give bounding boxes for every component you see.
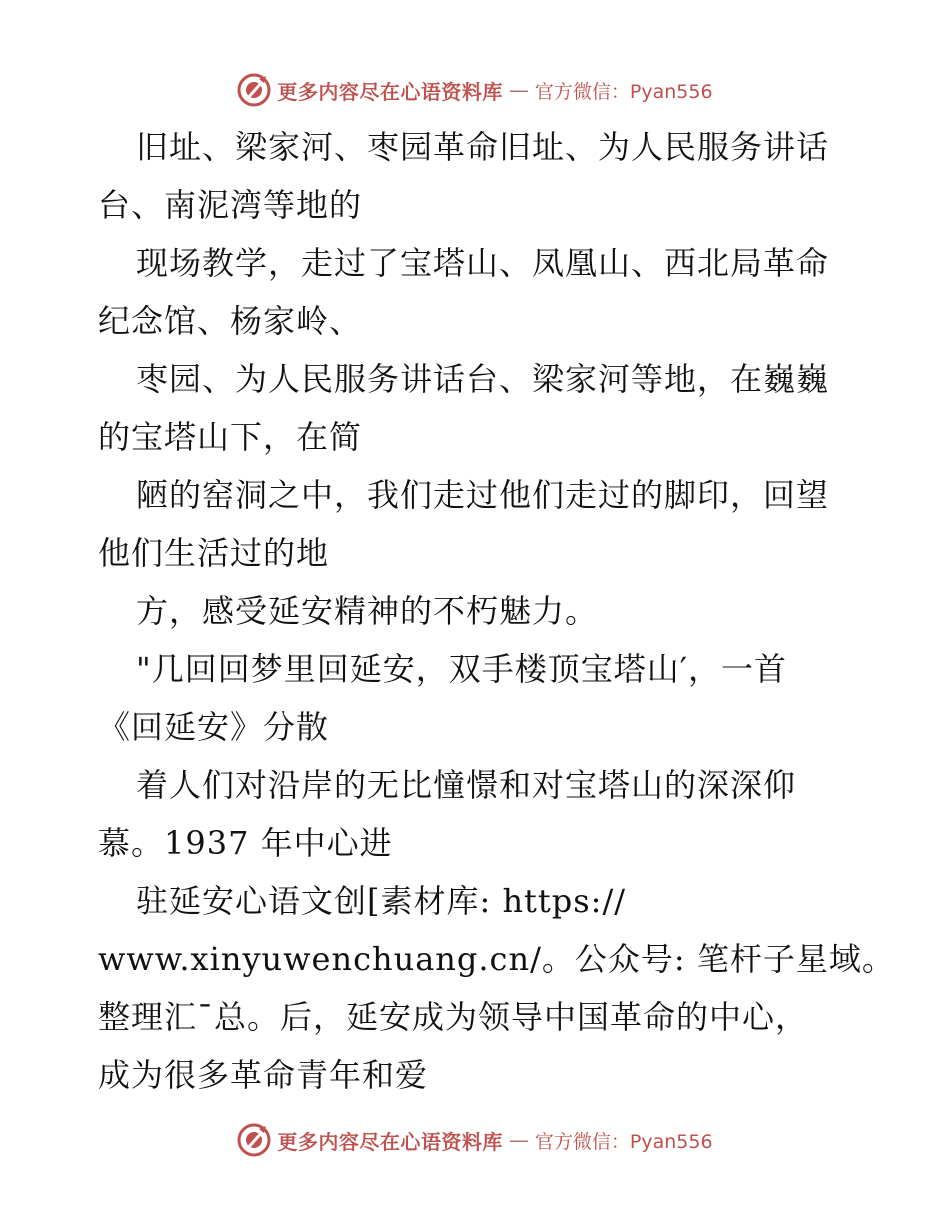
footer-site-name: 更多内容尽在心语资料库 (277, 1129, 503, 1154)
header-site-name: 更多内容尽在心语资料库 (277, 79, 503, 104)
text-line: 驻延安心语文创[素材库: https:// (136, 882, 627, 920)
text-line: 整理汇¯总。后，延安成为领导中国革命的中心， (98, 998, 809, 1036)
text-line: 陋的窑洞之中，我们走过他们走过的脚印，回望 (136, 476, 830, 514)
text-line: 旧址、梁家河、枣园革命旧址、为人民服务讲话 (136, 128, 830, 166)
text-line: 台、南泥湾等地的 (98, 186, 363, 224)
footer-banner (0, 1120, 950, 1160)
text-line: 他们生活过的地 (98, 534, 330, 572)
text-line: www.xinyuwenchuang.cn/。公众号: 笔杆子星域。 (98, 940, 895, 978)
text-line: 方，感受延安精神的不朽魅力。 (136, 592, 599, 630)
text-line: "几回回梦里回延安，双手楼顶宝塔山′，一首 (136, 650, 787, 688)
logo-icon (237, 1123, 271, 1157)
document-body (98, 118, 895, 1104)
text-line: 着人们对沿岸的无比憧憬和对宝塔山的深深仰 (136, 766, 797, 804)
text-line: 纪念馆、杨家岭、 (98, 302, 363, 340)
header-banner (0, 70, 950, 110)
text-line: 的宝塔山下，在简 (98, 418, 363, 456)
text-line: 现场教学，走过了宝塔山、凤凰山、西北局革命 (136, 244, 830, 282)
footer-wechat: 官方微信：Pyan556 (534, 1130, 713, 1153)
footer-separator: — (508, 1128, 529, 1152)
text-line: 成为很多革命青年和爱 (98, 1056, 429, 1094)
header-wechat: 官方微信：Pyan556 (534, 80, 713, 103)
header-separator: — (508, 78, 529, 102)
logo-icon (237, 73, 271, 107)
text-line: 《回延安》分散 (98, 708, 330, 746)
text-line: 枣园、为人民服务讲话台、梁家河等地，在巍巍 (136, 360, 830, 398)
text-line: 慕。1937 年中心进 (98, 824, 393, 862)
